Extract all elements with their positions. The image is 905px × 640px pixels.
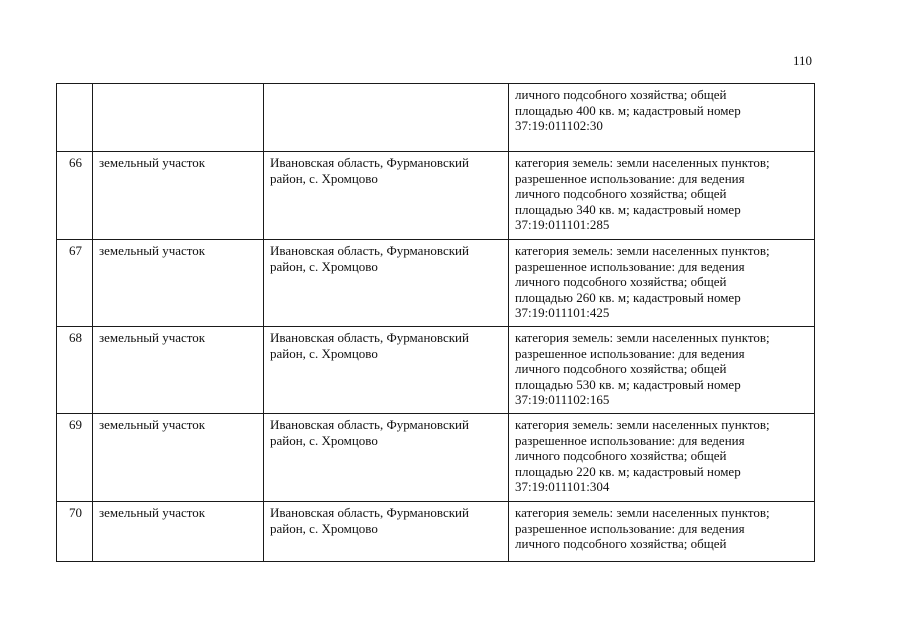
property-address <box>264 327 509 414</box>
land-plots-table <box>56 83 815 562</box>
property-description <box>509 240 815 327</box>
description-line: категория земель: земли населенных пунктов; <box>515 155 770 170</box>
property-address <box>264 152 509 240</box>
address-line: Ивановская область, Фурмановский <box>270 417 469 432</box>
description-line: категория земель: земли населенных пунктов; <box>515 417 770 432</box>
address-line: Ивановская область, Фурмановский <box>270 505 469 520</box>
description-line: категория земель: земли населенных пунктов; <box>515 243 770 258</box>
description-line: личного подсобного хозяйства; общей <box>515 87 727 102</box>
description-line: личного подсобного хозяйства; общей <box>515 448 727 464</box>
page-number: 110 <box>793 53 813 68</box>
property-address <box>264 84 509 152</box>
description-line: разрешенное использование: для ведения <box>515 170 745 186</box>
description-line: категория земель: земли населенных пунктов; <box>515 330 770 345</box>
property-type: земельный участок <box>93 414 264 502</box>
property-type: земельный участок <box>93 502 264 562</box>
address-line: район, с. Хромцово <box>270 520 378 536</box>
row-number <box>57 84 93 152</box>
property-description <box>509 327 815 414</box>
description-line: личного подсобного хозяйства; общей <box>515 274 727 290</box>
row-number: 67 <box>57 240 93 327</box>
description-line: площадью 220 кв. м; кадастровый номер <box>515 463 741 479</box>
address-line: Ивановская область, Фурмановский <box>270 155 469 170</box>
address-line: район, с. Хромцово <box>270 170 378 186</box>
description-line: 37:19:011102:165 <box>515 392 610 408</box>
row-number: 66 <box>57 152 93 240</box>
property-description <box>509 84 815 152</box>
address-line: район, с. Хромцово <box>270 345 378 361</box>
description-line: площадью 260 кв. м; кадастровый номер <box>515 289 741 305</box>
property-type <box>93 84 264 152</box>
description-line: площадью 530 кв. м; кадастровый номер <box>515 376 741 392</box>
description-line: разрешенное использование: для ведения <box>515 258 745 274</box>
table-row <box>57 84 815 152</box>
description-line: 37:19:011101:304 <box>515 479 610 495</box>
table-row <box>57 502 815 562</box>
description-line: 37:19:011101:285 <box>515 217 610 233</box>
table-row <box>57 152 815 240</box>
address-line: район, с. Хромцово <box>270 258 378 274</box>
property-address <box>264 240 509 327</box>
row-number: 69 <box>57 414 93 502</box>
description-line: площадью 400 кв. м; кадастровый номер <box>515 102 741 118</box>
property-type: земельный участок <box>93 327 264 414</box>
property-address <box>264 414 509 502</box>
property-description <box>509 152 815 240</box>
property-type: земельный участок <box>93 152 264 240</box>
table-row <box>57 414 815 502</box>
description-line: 37:19:011101:425 <box>515 305 610 321</box>
description-line: личного подсобного хозяйства; общей <box>515 361 727 377</box>
property-type: земельный участок <box>93 240 264 327</box>
description-line: разрешенное использование: для ведения <box>515 432 745 448</box>
description-line: личного подсобного хозяйства; общей <box>515 186 727 202</box>
table-row <box>57 327 815 414</box>
property-description <box>509 414 815 502</box>
address-line: Ивановская область, Фурмановский <box>270 243 469 258</box>
description-line: площадью 340 кв. м; кадастровый номер <box>515 201 741 217</box>
property-description <box>509 502 815 562</box>
address-line: Ивановская область, Фурмановский <box>270 330 469 345</box>
row-number: 68 <box>57 327 93 414</box>
description-line: личного подсобного хозяйства; общей <box>515 536 727 552</box>
property-address <box>264 502 509 562</box>
row-number: 70 <box>57 502 93 562</box>
table-row <box>57 240 815 327</box>
description-line: 37:19:011102:30 <box>515 118 603 134</box>
description-line: разрешенное использование: для ведения <box>515 345 745 361</box>
description-line: категория земель: земли населенных пунктов; <box>515 505 770 520</box>
address-line: район, с. Хромцово <box>270 432 378 448</box>
description-line: разрешенное использование: для ведения <box>515 520 745 536</box>
